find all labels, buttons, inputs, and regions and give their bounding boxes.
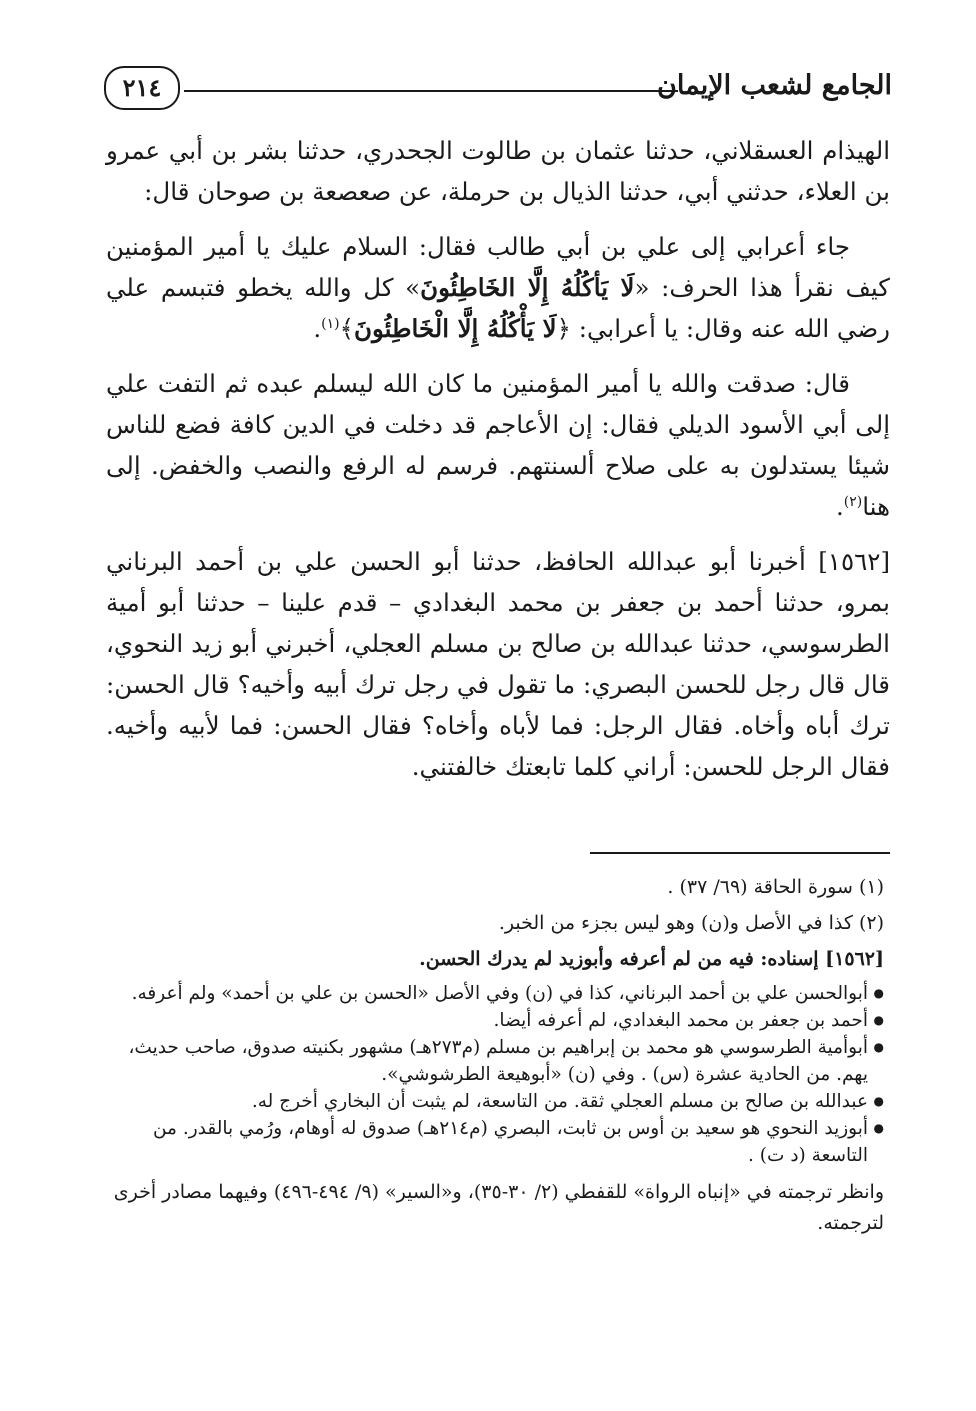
list-item-text: أبوأمية الطرسوسي هو محمد بن إبراهيم بن مسلم (م٢٧٣هـ) مشهور بكنيته صدوق، صاحب حديث، يهم. من الحادية عشرة (س) . وفي (ن) «أبوهيعة الطرشوشي».: [128, 1037, 868, 1085]
list-item: [106, 1115, 884, 1169]
list-item: [106, 980, 884, 1007]
paragraph-bedouin-question: [106, 226, 890, 349]
footnotes: [106, 872, 884, 1244]
paragraph-isnad-continuation: الهيذام العسقلاني، حدثنا عثمان بن طالوت الجحدري، حدثنا بشر بن أبي عمرو بن العلاء، حدثني أبي، حدثنا الذيال بن حرملة، عن صعصعة بن صوحان قال:: [106, 136, 890, 206]
bullet-icon: ●: [873, 1040, 884, 1054]
list-item-text: أبوالحسن علي بن أحمد البرناني، كذا في (ن) وفي الأصل «الحسن بن علي بن أحمد» ولم أعرفه.: [131, 983, 868, 1004]
bullet-icon: ●: [873, 1094, 884, 1108]
main-text: [106, 130, 890, 801]
list-item-text: أبوزيد النحوي هو سعيد بن أوس بن ثابت، البصري (م٢١٤هـ) صدوق له أوهام، ورُمي بالقدر. من التاسعة (د ت) .: [152, 1118, 868, 1166]
footnote-1: (١) سورة الحاقة (٦٩/ ٣٧) .: [667, 876, 884, 898]
footnote-ref-1[interactable]: (١): [321, 315, 340, 332]
list-item-text: عبدالله بن صالح بن مسلم العجلي ثقة. من التاسعة، لم يثبت أن البخاري أخرج له.: [251, 1091, 868, 1112]
list-item: [106, 1007, 884, 1034]
footnote-1562-heading: [١٥٦٢] إسناده: فيه من لم أعرفه وأبوزيد لم يدرك الحسن.: [419, 948, 884, 970]
paragraph-hadith-1562: [١٥٦٢] أخبرنا أبو عبدالله الحافظ، حدثنا أبو الحسن علي بن أحمد البرناني بمرو، حدثنا أحمد بن جعفر بن محمد البغدادي – قدم علينا – حدثنا أبو أمية الطرسوسي، حدثنا عبدالله بن صالح بن مسلم العجلي، أخبرني أبو زيد النحوي، قال قال رجل للحسن البصري: ما تقول في رجل ترك أبيه وأخيه؟ قال الحسن: ترك أباه وأخاه. فقال الرجل: فما لأباه وأخاه؟ فقال الحسن: فما لأبيه وأخيه. فقال الرجل للحسن: أراني كلما تابعتك خالفتني.: [106, 547, 890, 781]
page-number-badge: ٢١٤: [104, 66, 180, 110]
running-header: [104, 66, 892, 112]
narrator-list: [106, 980, 884, 1169]
list-item-text: أحمد بن جعفر بن محمد البغدادي، لم أعرفه أيضا.: [493, 1010, 868, 1031]
quoted-recitation: لَا يَأكُلُهُ إِلَّا الخَاطِئُونَ: [420, 273, 635, 302]
text-segment: .: [313, 314, 322, 343]
footnote-separator: [590, 852, 890, 854]
header-rule: [184, 90, 678, 92]
text-segment: .: [835, 492, 844, 521]
book-title: الجامع لشعب الإيمان: [657, 70, 892, 101]
paragraph-abu-al-aswad: [106, 363, 890, 527]
footnote-2: (٢) كذا في الأصل و(ن) وهو ليس بجزء من الخبر.: [498, 912, 884, 934]
footnote-ref-2[interactable]: (٢): [843, 493, 863, 510]
bullet-icon: ●: [873, 1013, 884, 1027]
list-item: [106, 1088, 884, 1115]
footnote-closing: وانظر ترجمته في «إنباه الرواة» للقفطي (٢/ ٣٠-٣٥)، و«السير» (٩/ ٤٩٤-٤٩٦) وفيهما مصادر أخرى لترجمته.: [113, 1181, 884, 1234]
bullet-icon: ●: [873, 1121, 884, 1135]
text-segment: » كل والله يخطو فتبسم علي رضي الله عنه وقال: يا أعرابي: ﴿: [106, 273, 890, 343]
bullet-icon: ●: [873, 986, 884, 1000]
text-segment: ﴾: [339, 314, 354, 343]
text-segment: قال: صدقت والله يا أمير المؤمنين ما كان الله ليسلم عبده ثم التفت علي إلى أبي الأسود الديلي فقال: إن الأعاجم قد دخلت في الدين كافة فضع للناس شيئا يستدلون به على صلاح ألسنتهم. فرسم له الرفع والنصب والخفض. إلى هنا: [106, 369, 890, 521]
list-item: [106, 1034, 884, 1088]
text-segment: جاء أعرابي إلى علي بن أبي طالب فقال: السلام عليك يا أمير المؤمنين كيف نقرأ هذا الحرف: «: [106, 232, 890, 302]
quran-verse: لَا يَأْكُلُهُ إِلَّا الْخَاطِئُونَ: [353, 314, 557, 343]
